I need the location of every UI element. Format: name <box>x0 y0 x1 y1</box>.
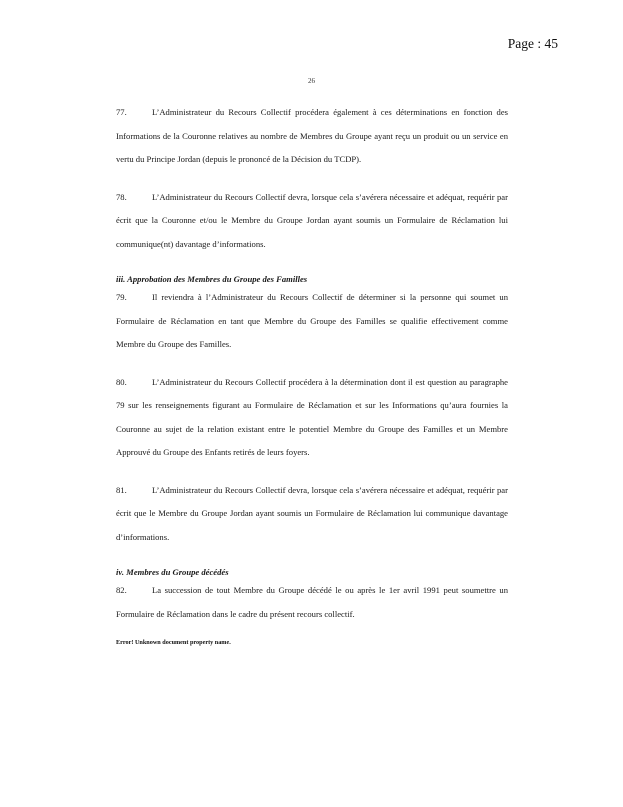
paragraph-number: 82. <box>116 585 127 595</box>
section-heading-membres-decedes: iv. Membres du Groupe décédés <box>116 567 229 577</box>
paragraph-number: 81. <box>116 484 127 495</box>
paragraph-number: 78. <box>116 191 127 202</box>
paragraph-text: La succession de tout Membre du Groupe décédé le ou après le 1er avril 1991 peut soumettre un Formulaire de Réclamation dans le cadre du présent recours collectif. <box>116 585 508 619</box>
page-label: Page : 45 <box>507 36 558 51</box>
paragraph-78 <box>116 186 508 257</box>
paragraph-77 <box>116 101 508 172</box>
paragraph-number: 77. <box>116 107 127 117</box>
paragraph-81 <box>116 479 508 550</box>
paragraph-text: Il reviendra à l’Administrateur du Recours Collectif de déterminer si la personne qui soumet un Formulaire de Réclamation en tant que Membre du Groupe des Familles se qualifie effectivement comme Membre du Groupe des Familles. <box>116 292 508 349</box>
paragraph-text: L’Administrateur du Recours Collectif procédera à la détermination dont il est question au paragraphe 79 sur les renseignements figurant au Formulaire de Réclamation et sur les Informations qu’aura fournies la Couronne au sujet de la relation existant entre le potentiel Membre du Groupe des Familles et un Membre Approuvé du Groupe des Enfants retirés de leurs foyers. <box>116 376 508 457</box>
paragraph-number: 79. <box>116 292 127 302</box>
section-heading-approbation-familles: iii. Approbation des Membres du Groupe des Familles <box>116 274 308 284</box>
paragraph-79 <box>116 286 508 357</box>
document-body <box>116 101 508 640</box>
paragraph-80 <box>116 371 508 465</box>
paragraph-82 <box>116 579 508 626</box>
paragraph-text: L’Administrateur du Recours Collectif procédera également à ces déterminations en fonction des Informations de la Couronne relatives au nombre de Membres du Groupe ayant reçu un produit ou un service en vertu du Principe Jordan (depuis le prononcé de la Décision du TCDP). <box>116 107 508 164</box>
paragraph-number: 80. <box>116 376 127 387</box>
paragraph-text: L’Administrateur du Recours Collectif devra, lorsque cela s’avérera nécessaire et adéquat, requérir par écrit que la Couronne et/ou le Membre du Groupe Jordan ayant soumis un Formulaire de Réclamation lui communique(nt) davantage d’informations. <box>116 191 508 249</box>
document-page-number: 26 <box>308 77 315 85</box>
footer-error-text: Error! Unknown document property name. <box>116 639 231 646</box>
paragraph-text: L’Administrateur du Recours Collectif devra, lorsque cela s’avérera nécessaire et adéquat, requérir par écrit que le Membre du Groupe Jordan ayant soumis un Formulaire de Réclamation lui communique davantage d’informations. <box>116 484 508 542</box>
